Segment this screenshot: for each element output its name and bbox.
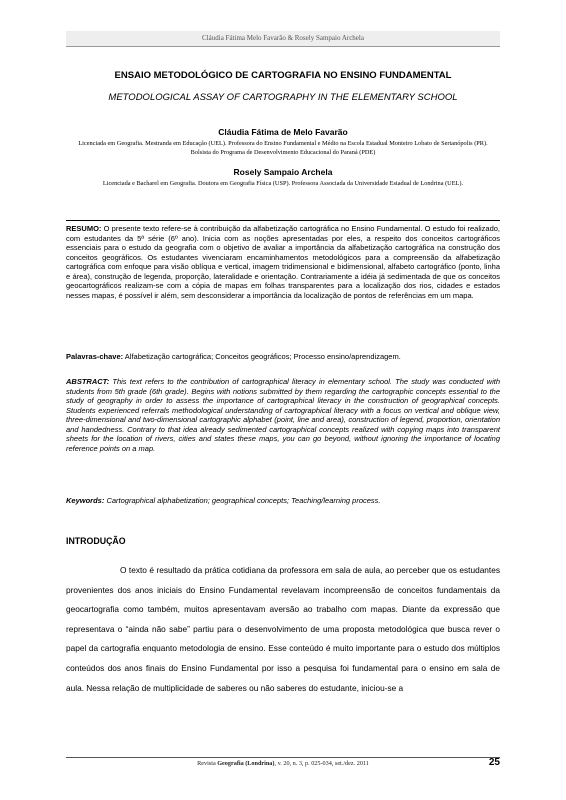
abstract-paragraph [66,377,500,453]
footer-journal: Geografia (Londrina) [217,760,275,767]
palavras-chave-line [66,352,500,362]
introduction-text: O texto é resultado da prática cotidiana da professora em sala de aula, ao perceber que os estudantes provenientes dos anos iniciais do Ensino Fundamental revelavam incompreensão de conceitos fundamentais da geocartografia como também, muitos apresentavam aversão ao trabalho com mapas. Diante da expressão que representava o “ainda não sabe” partiu para o desenvolvimento de uma proposta metodológica que busca rever o papel da cartografia enquanto metodologia de ensino. Esse conteúdo é muito importante para o estudo dos múltiplos conteúdos dos anos finais do Ensino Fundamental por isso a pesquisa foi fundamental para o ensino em sala de aula. Nessa relação de multiplicidade de saberes ou não saberes do estudante, iniciou-se a [66,565,500,693]
section-title-introducao: INTRODUÇÃO [66,536,126,546]
resumo-label: RESUMO: [66,224,102,233]
author-name: Rosely Sampaio Archela [233,167,333,177]
footer-citation [66,760,500,767]
keywords-line [66,496,500,506]
footer-prefix: Revista [197,760,216,767]
page-number: 25 [488,757,500,768]
palavras-chave-label: Palavras-chave: [66,352,124,361]
palavras-chave-text: Alfabetização cartográfica; Conceitos geográficos; Processo ensino/aprendizagem. [124,352,401,361]
keywords-label: Keywords: [66,496,105,505]
title-english: METODOLOGICAL ASSAY OF CARTOGRAPHY IN THE ELEMENTARY SCHOOL [108,92,458,103]
author-affiliation: Licenciada e Bacharel em Geografia. Doutora em Geografia Física (USP). Professora Associada da Universidade Estadual de Londrina (UEL). [102,180,464,187]
title-portuguese: ENSAIO METODOLÓGICO DE CARTOGRAFIA NO ENSINO FUNDAMENTAL [114,70,452,81]
author-affiliation: Licenciada em Geografia. Mestranda em Educação (UEL). Professora do Ensino Fundamental e Médio na Escola Estadual Monteiro Lobato de Sertanópolis (PR). Bolsista do Programa de Desenvolvimento Educacional do Paraná (PDE) [78,140,488,156]
resumo-paragraph [66,220,500,300]
running-header: Cláudia Fátima Melo Favarão & Rosely Sampaio Archela [66,31,500,47]
introduction-paragraph [66,561,500,698]
footer-divider [66,757,500,758]
author-name: Cláudia Fátima de Melo Favarão [218,127,348,137]
abstract-label: ABSTRACT: [66,377,110,386]
footer-details: , v. 20, n. 3, p. 025-034, set./dez. 2011 [274,760,369,767]
resumo-text: O presente texto refere-se à contribuição da alfabetização cartográfica no Ensino Fundamental. O estudo foi realizado, com estudantes da 5ª série (6º ano). Inicia com as noções apresentadas por eles, a respeito dos conceitos cartográficos essenciais para o estudo da geografia com o objetivo de avaliar a importância da alfabetização cartográfica na construção dos conceitos geográficos. Os estudantes vivenciaram encaminhamentos metodológicos para a compreensão da alfabetização cartográfica com enfoque para visão oblíqua e vertical, imagem tridimensional e bidimensional, alfabeto cartográfico (ponto, linha e área), construção de legenda, proporção, lateralidade e orientação. Contrariamente a idéia já sedimentada de que os conceitos geocartográficos realizam-se com a cópia de mapas em folhas transparentes para a localização dos rios, cidades e estados nesses mapas, é possível ir além, sem desconsiderar a importância da localização de pontos de referências em um mapa. [66,224,501,300]
keywords-text: Cartographical alphabetization; geographical concepts; Teaching/learning process. [106,496,381,505]
abstract-text: This text refers to the contribution of cartographical literacy in elementary school. The study was conducted with students from 5th grade (6th grade). Begins with notions submitted by them regarding the cartographic concepts essential to the study of geography in order to assess the importance of cartographical literacy in the construction of geographical concepts. Students experienced referrals methodological understanding of cartographical literacy with a focus on vertical and oblique view, three-dimensional and two-dimensional cartographic alphabet (point, line and area), construction of legend, proportion, orientation and handedness. Contrary to that idea already sedimented cartographical concepts realized with copying maps into transparent sheets for the location of rivers, cities and states these maps, you can go beyond, without ignoring the importance of locating reference points on a map. [66,377,500,453]
